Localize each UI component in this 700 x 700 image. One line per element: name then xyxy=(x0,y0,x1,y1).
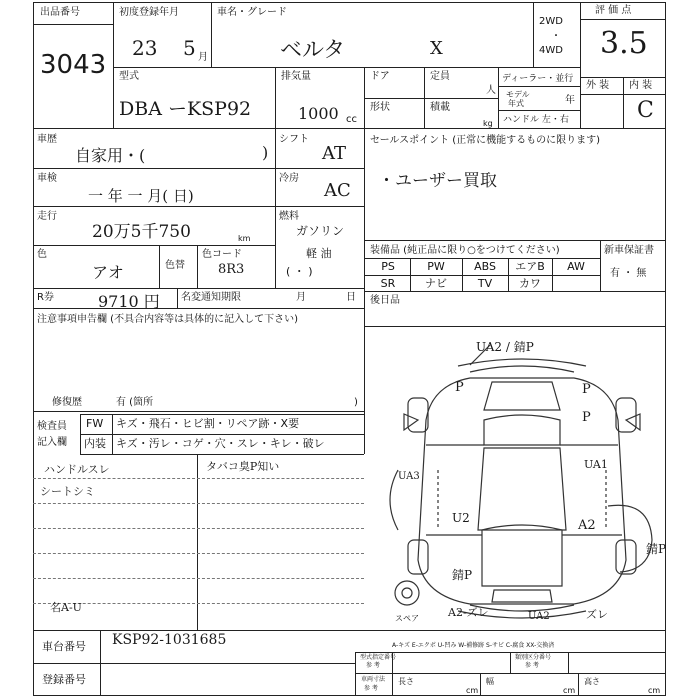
equip-airbag: エアB xyxy=(515,260,545,273)
sales-point: ・ユーザー買取 xyxy=(378,171,497,191)
mark-u2: U2 xyxy=(452,511,470,525)
chassis-number: KSP92-1031685 xyxy=(112,632,227,648)
recycle-label: R券 xyxy=(37,292,54,303)
model-code: DBA ーKSP92 xyxy=(119,98,252,120)
car-name: ベルタ xyxy=(280,38,346,63)
drive-4wd: 4WD xyxy=(539,45,563,56)
exterior-label: 外 装 xyxy=(586,80,610,91)
inspector-note-4: 名A-U xyxy=(50,601,82,614)
mileage-unit: km xyxy=(238,234,251,243)
mark-ua2-rear: UA2 xyxy=(528,611,550,622)
model-year-unit: 年 xyxy=(565,95,575,106)
mark-rust-right: 錆P xyxy=(646,542,667,556)
chassis-number-label: 車台番号 xyxy=(42,640,86,653)
mark-ua3: UA3 xyxy=(398,471,420,482)
fw-items: キズ・飛石・ヒビ割・リペア跡・X要 xyxy=(116,417,300,430)
door-label: ドア xyxy=(370,71,390,82)
fuel-paren: ( ・ ) xyxy=(286,265,313,278)
mark-a2: A2 xyxy=(578,518,596,533)
handle-label: ハンドル 左・右 xyxy=(503,115,569,125)
shift-value: AT xyxy=(322,143,347,164)
load-unit: kg xyxy=(483,119,493,128)
equip-pw: PW xyxy=(427,260,445,273)
height-label: 高さ xyxy=(584,677,600,686)
type-approval-ref: 参 考 xyxy=(366,662,380,669)
score: 3.5 xyxy=(600,26,648,61)
capacity-label: 定員 xyxy=(430,71,450,82)
equip-sr: SR xyxy=(380,277,396,290)
width-unit: cm xyxy=(563,686,576,695)
lot-number-label: 出品番号 xyxy=(40,7,80,18)
transfer-deadline-label: 名変通知期限 xyxy=(181,292,241,303)
displacement: 1000 xyxy=(298,104,339,123)
equip-tv: TV xyxy=(477,277,493,290)
history-value: 自家用・( xyxy=(75,146,146,165)
mark-rust-left: 錆P xyxy=(452,568,473,582)
model-code-label: 型式 xyxy=(119,71,139,82)
model-year-label-1: モデル xyxy=(506,90,530,99)
equip-leather: カワ xyxy=(519,277,541,290)
color-label: 色 xyxy=(37,249,47,260)
mark-scuff-rear: ズレ xyxy=(586,608,608,621)
type-approval-label: 型式指定番号 xyxy=(360,654,397,661)
fuel-label: 燃料 xyxy=(279,211,299,222)
dimensions-label-1: 車両寸法 xyxy=(361,676,386,683)
equip-navi: ナビ xyxy=(425,277,447,290)
equip-aw: AW xyxy=(567,260,585,273)
class-number-ref: 参 考 xyxy=(525,662,539,669)
fuel-value: ガソリン xyxy=(296,224,345,238)
car-name-label: 車名・グレード xyxy=(217,7,287,18)
notes-title: 注意事項申告欄 (不具合内容等は具体的に記入して下さい) xyxy=(37,314,298,325)
history-close: ) xyxy=(262,143,269,162)
color-code: 8R3 xyxy=(218,262,245,277)
interior-grade: C xyxy=(637,98,654,123)
repair-history-value: 有 (箇所 xyxy=(116,397,154,408)
inspector-note-1: ハンドルスレ xyxy=(44,463,110,476)
model-year-label-2: 年式 xyxy=(508,99,524,108)
shape-label: 形状 xyxy=(370,102,390,113)
mark-p-3: P xyxy=(582,410,591,425)
dealer-label: ディーラー・並行 xyxy=(502,74,574,84)
width-label: 幅 xyxy=(486,677,494,686)
accessories-label: 後日品 xyxy=(370,295,400,306)
damage-legend: A-キズ E-エクボ U-凹み W-補修跡 S-サビ C-腐食 XX-交換済 xyxy=(392,642,555,649)
repair-history-close: ) xyxy=(354,397,358,408)
transfer-month: 月 xyxy=(296,292,306,303)
mark-p-1: P xyxy=(455,380,464,395)
inspector-label-1: 検査員 xyxy=(37,421,67,432)
interior-items: キズ・汚レ・コゲ・穴・スレ・キレ・破レ xyxy=(116,437,325,450)
warranty-value: 有 ・ 無 xyxy=(610,268,647,279)
displacement-label: 排気量 xyxy=(281,71,311,82)
mileage-value: 20万5千750 xyxy=(92,222,191,242)
load-label: 積載 xyxy=(430,102,450,113)
inspector-label-2: 記入欄 xyxy=(37,437,67,448)
history-label: 車歴 xyxy=(37,134,57,145)
capacity-unit: 人 xyxy=(486,85,496,96)
class-number-label: 類別区分番号 xyxy=(515,654,552,661)
interior-check-label: 内装 xyxy=(84,437,106,450)
car-grade: X xyxy=(430,38,443,59)
interior-label: 内 装 xyxy=(629,80,653,91)
length-unit: cm xyxy=(466,686,479,695)
aircon-label: 冷房 xyxy=(279,173,299,184)
length-label: 長さ xyxy=(398,677,414,686)
first-registration-label: 初度登録年月 xyxy=(119,7,179,18)
repair-history-label: 修復歴 xyxy=(52,397,82,408)
equip-abs: ABS xyxy=(474,260,496,273)
mark-ua1: UA1 xyxy=(584,458,608,471)
score-label: 評 価 点 xyxy=(595,5,632,16)
drive-dot: ・ xyxy=(551,31,561,42)
inspector-note-2: シートシミ xyxy=(40,485,95,498)
transfer-day: 日 xyxy=(346,292,356,303)
equip-ps: PS xyxy=(381,260,395,273)
registration-number-label: 登録番号 xyxy=(42,673,86,686)
mark-ua2-rust: UA2 / 錆P xyxy=(476,340,534,354)
color-code-label: 色コード xyxy=(202,249,242,260)
registration-month: 5 xyxy=(183,36,196,60)
sales-point-title: セールスポイント (正常に機能するものに限ります) xyxy=(370,135,601,146)
warranty-label: 新車保証書 xyxy=(604,245,654,256)
mark-a2-scuff: A2-ズレ xyxy=(448,606,489,619)
mileage-label: 走行 xyxy=(37,211,57,222)
lot-number: 3043 xyxy=(40,50,107,80)
color-value: アオ xyxy=(92,263,124,282)
color-change-label: 色替 xyxy=(165,260,185,271)
registration-year: 23 xyxy=(132,36,158,60)
inspection-value: 一 年 一 月( 日) xyxy=(88,187,194,205)
shift-label: シフト xyxy=(279,134,309,145)
equipment-title: 装備品 (純正品に限り○をつけてください) xyxy=(370,245,560,256)
registration-month-unit: 月 xyxy=(198,52,208,63)
inspector-note-3: タバコ臭P知い xyxy=(206,460,280,473)
fw-label: FW xyxy=(86,417,104,430)
mark-p-2: P xyxy=(582,382,591,397)
recycle-value: 9710 円 xyxy=(98,292,160,311)
dimensions-label-2: 参 考 xyxy=(364,685,378,692)
fuel-diesel: 軽 油 xyxy=(306,247,332,260)
height-unit: cm xyxy=(648,686,661,695)
displacement-unit: cc xyxy=(346,114,357,125)
inspection-label: 車検 xyxy=(37,173,57,184)
drive-2wd: 2WD xyxy=(539,16,563,27)
aircon-value: AC xyxy=(324,180,351,201)
spare-label: スペア xyxy=(395,614,419,623)
